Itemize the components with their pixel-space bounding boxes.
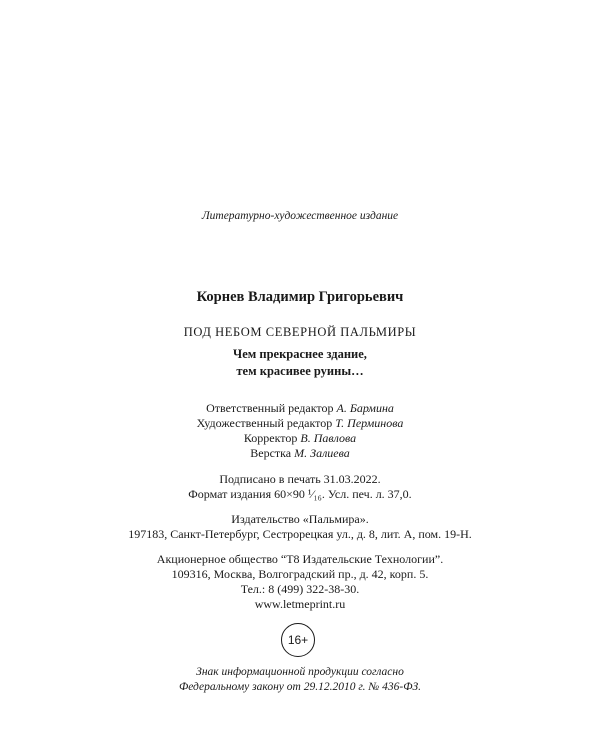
credit-name: В. Павлова <box>300 431 357 445</box>
printer-phone: Тел.: 8 (499) 322-38-30. <box>240 582 360 596</box>
credit-name: М. Залиева <box>294 446 350 460</box>
age-rating-badge <box>281 623 315 657</box>
credit-name: Т. Перминова <box>335 416 404 430</box>
credit-role: Верстка <box>250 446 292 460</box>
printer-website: www.letmeprint.ru <box>254 597 346 611</box>
genre-label: Литературно-художественное издание <box>201 210 399 222</box>
credit-line-art-editor <box>0 416 600 431</box>
publisher-address: 197183, Санкт-Петербург, Сестрорецкая ул., д. 8, лит. А, пом. 19-Н. <box>128 527 472 541</box>
credit-role: Ответственный редактор <box>206 401 334 415</box>
age-rating-label: 16+ <box>287 633 309 647</box>
print-signed-date: Подписано в печать 31.03.2022. <box>219 472 381 486</box>
credit-line-proofreader <box>0 431 600 446</box>
credit-role: Художественный редактор <box>196 416 333 430</box>
printer-address: 109316, Москва, Волгоградский пр., д. 42, корп. 5. <box>171 567 429 581</box>
credit-name: А. Бармина <box>336 401 394 415</box>
credit-role: Корректор <box>243 431 298 445</box>
subtitle-line-1: Чем прекраснее здание, <box>233 347 367 361</box>
print-format: Формат издания 60×90 ¹⁄₁₆. Усл. печ. л. 37,0. <box>188 487 412 501</box>
author-name: Корнев Владимир Григорьевич <box>196 289 404 305</box>
subtitle-line-2: тем красивее руины… <box>236 364 364 378</box>
book-title: ПОД НЕБОМ СЕВЕРНОЙ ПАЛЬМИРЫ <box>183 325 417 339</box>
printer-name: Акционерное общество “Т8 Издательские Технологии”. <box>156 552 444 566</box>
publisher-name: Издательство «Пальмира». <box>231 512 369 526</box>
credit-line-layout <box>0 446 600 461</box>
info-product-notice-line-2: Федеральному закону от 29.12.2010 г. № 436-ФЗ. <box>178 681 422 693</box>
info-product-notice-line-1: Знак информационной продукции согласно <box>196 666 404 678</box>
credit-line-editor <box>0 401 600 416</box>
